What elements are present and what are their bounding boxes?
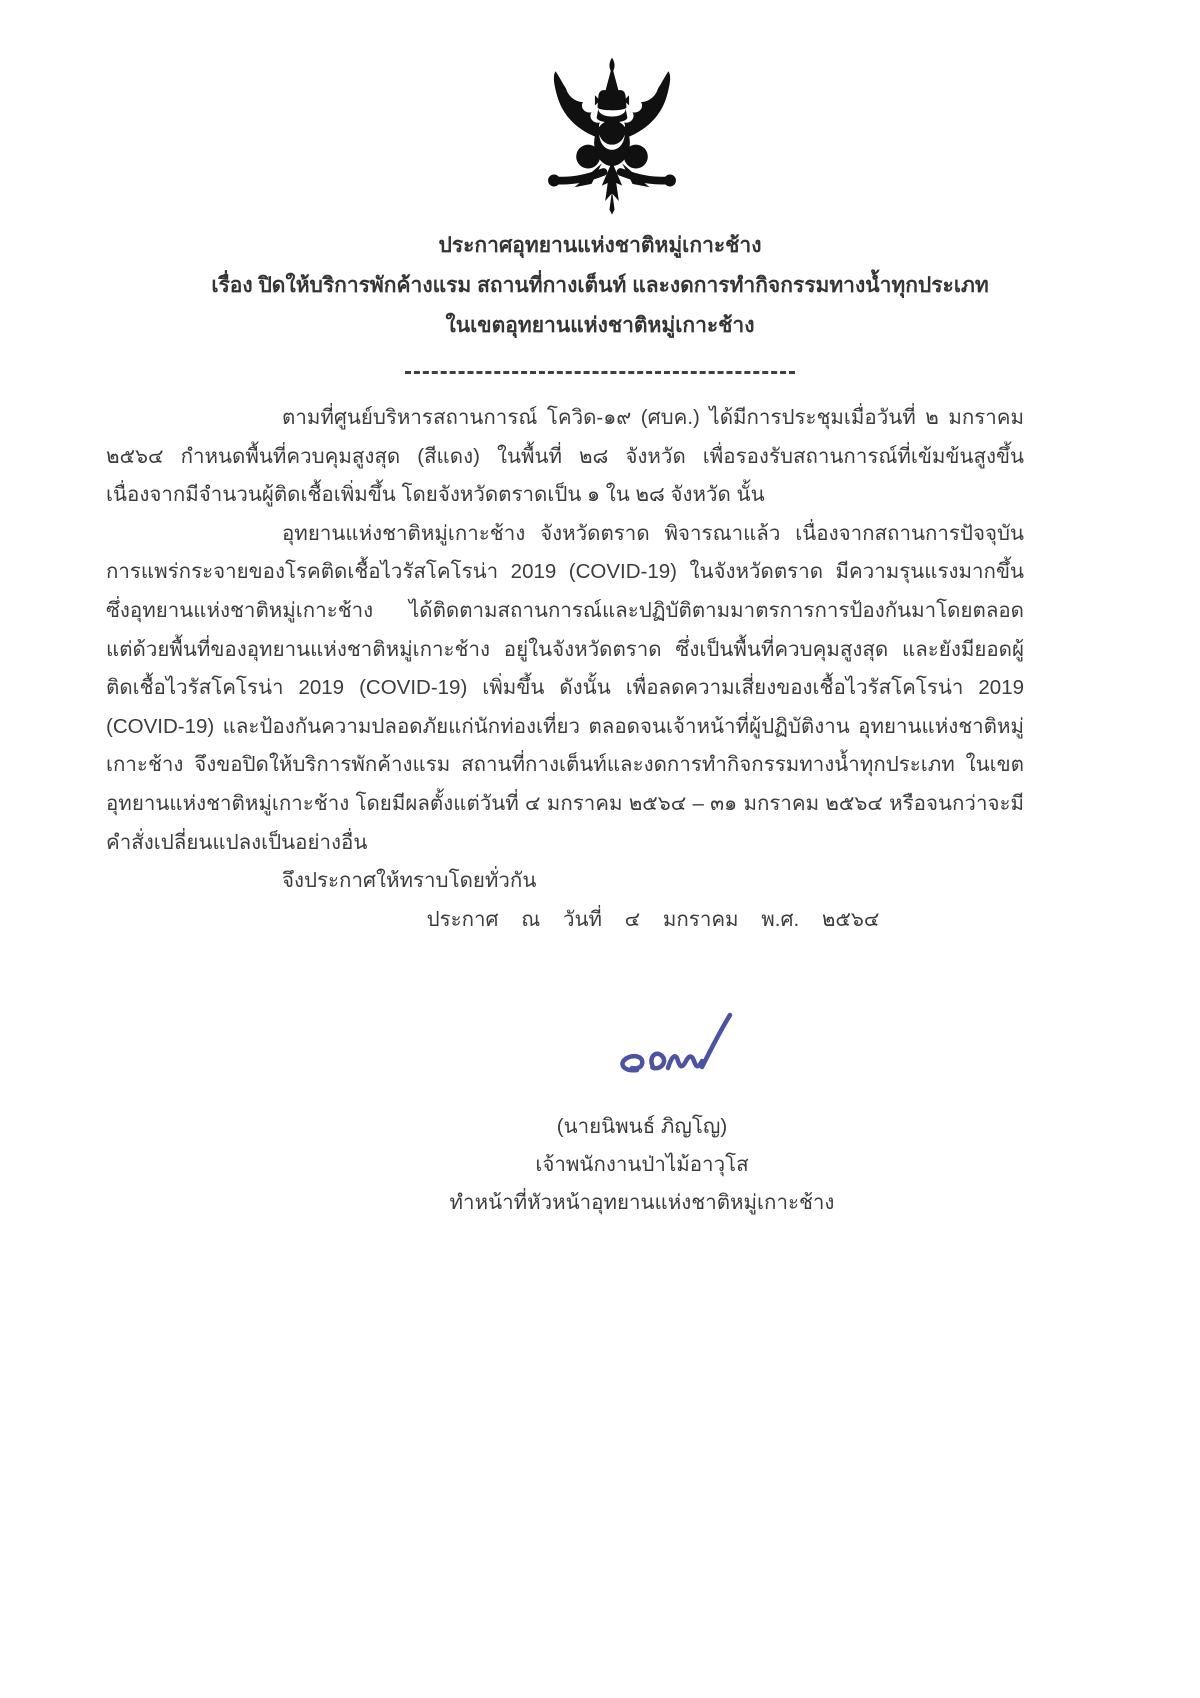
signer-block (42, 1108, 1200, 1222)
title-line-2: เรื่อง ปิดให้บริการพักค้างแรม สถานที่กางเต็นท์ และงดการทำกิจกรรมทางน้ำทุกประเภท (211, 274, 989, 297)
title-line-3: ในเขตอุทยานแห่งชาติหมู่เกาะช้าง (445, 314, 755, 337)
title-line-1: ประกาศอุทยานแห่งชาติหมู่เกาะช้าง (438, 234, 762, 257)
announcement-date-line: ประกาศ ณ วันที่ ๔ มกราคม พ.ศ. ๒๕๖๔ (426, 907, 880, 931)
handwritten-signature (612, 1010, 764, 1110)
paragraph-1: ตามที่ศูนย์บริหารสถานการณ์ โควิด-๑๙ (ศบค.) ได้มีการประชุมเมื่อวันที่ ๒ มกราคม ๒๕๖๔ กำหนดพื้นที่ควบคุมสูงสุด (สีแดง) ในพื้นที่ ๒๘ จังหวัด เพื่อรองรับสถานการณ์ที่เข้มข้นสูงขึ้น เนื่องจากมีจำนวนผู้ติดเชื้อเพิ่มขึ้น โดยจังหวัดตราดเป็น ๑ ใน ๒๘ จังหวัด นั้น (106, 406, 1024, 507)
signer-name: (นายนิพนธ์ ภิญโญ) (556, 1115, 728, 1138)
document-title-block (0, 226, 1200, 346)
dashed-divider (405, 371, 795, 374)
closing-line: จึงประกาศให้ทราบโดยทั่วกัน (282, 869, 537, 893)
signer-acting-title: ทำหน้าที่หัวหน้าอุทยานแห่งชาติหมู่เกาะช้าง (449, 1191, 835, 1214)
document-body (106, 399, 1024, 939)
garuda-emblem-icon (526, 56, 698, 218)
signer-position: เจ้าพนักงานป่าไม้อาวุโส (535, 1153, 749, 1176)
paragraph-2: อุทยานแห่งชาติหมู่เกาะช้าง จังหวัดตราด พิจารณาแล้ว เนื่องจากสถานการปัจจุบันการแพร่กระจายของโรคติดเชื้อไวรัสโคโรน่า 2019 (COVID-19) ในจังหวัดตราด มีความรุนแรงมากขึ้น ซึ่งอุทยานแห่งชาติหมู่เกาะช้าง ได้ติดตามสถานการณ์และปฏิบัติตามมาตรการการป้องกันมาโดยตลอด แต่ด้วยพื้นที่ของอุทยานแห่งชาติหมู่เกาะช้าง อยู่ในจังหวัดตราด ซึ่งเป็นพื้นที่ควบคุมสูงสุด และยังมียอดผู้ติดเชื้อไวรัสโคโรน่า 2019 (COVID-19) เพิ่มขึ้น ดังนั้น เพื่อลดความเสี่ยงของเชื้อไวรัสโคโรน่า 2019 (COVID-19) และป้องกันความปลอดภัยแก่นักท่องเที่ยว ตลอดจนเจ้าหน้าที่ผู้ปฏิบัติงาน อุทยานแห่งชาติหมู่เกาะช้าง จึงขอปิดให้บริการพักค้างแรม สถานที่กางเต็นท์และงดการทำกิจกรรมทางน้ำทุกประเภท ในเขตอุทยานแห่งชาติหมู่เกาะช้าง โดยมีผลตั้งแต่วันที่ ๔ มกราคม ๒๕๖๔ – ๓๑ มกราคม ๒๕๖๔ หรือจนกว่าจะมีคำสั่งเปลี่ยนแปลงเป็นอย่างอื่น (106, 521, 1024, 854)
